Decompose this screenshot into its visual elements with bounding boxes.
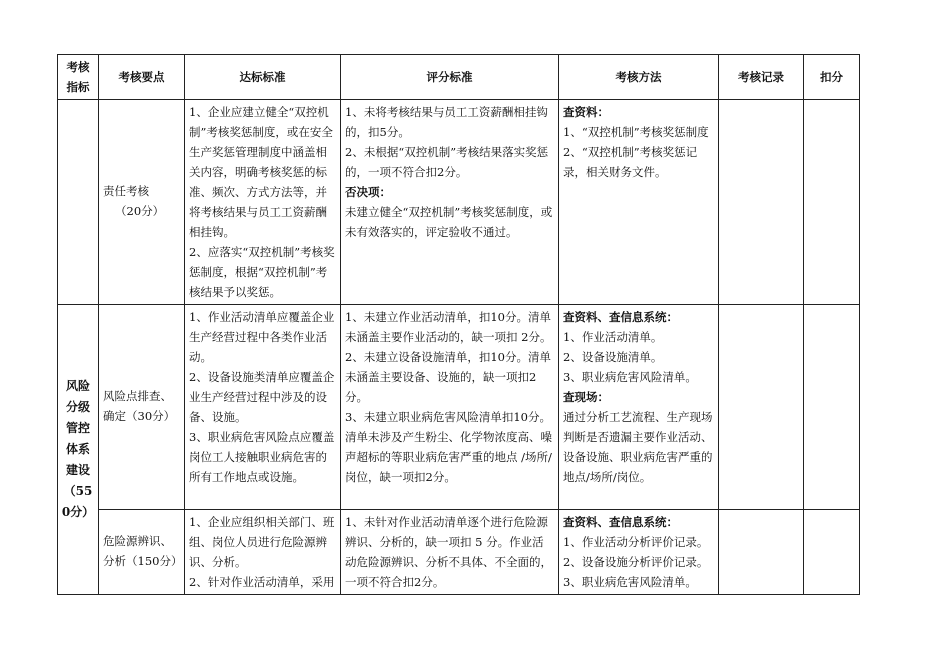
scoring-cell [341, 305, 559, 510]
method-cell [559, 305, 719, 510]
method-heading: 查现场： [563, 390, 609, 404]
method-heading: 查资料、查信息系统： [563, 515, 678, 529]
assessment-point [99, 305, 185, 510]
category-cell [58, 305, 99, 595]
scoring-cell [341, 510, 559, 595]
scoring-item: 3、未建立职业病危害风险清单扣10分。清单未涉及产生粉尘、化学物浓度高、噪声超标的等职业病危害严重的地点 /场所/岗位，缺一项扣2分。 [345, 410, 552, 484]
category-line: 0分） [61, 505, 95, 519]
method-item: 通过分析工艺流程、生产现场判断是否遗漏主要作业活动、设备设施、职业病危害严重的地点/场所/岗位。 [563, 410, 713, 484]
method-item: 1、作业活动分析评价记录。 [563, 535, 709, 549]
method-cell [559, 510, 719, 595]
scoring-item: 1、未将考核结果与员工工资薪酬相挂钩的，扣5分。 [345, 105, 548, 139]
veto-label: 否决项： [345, 185, 391, 199]
category-line: （55 [63, 484, 93, 498]
scoring-cell [341, 100, 559, 305]
category-line: 风险 [65, 379, 90, 393]
header-category [58, 55, 99, 100]
method-item: 2、设备设施清单。 [563, 350, 663, 364]
standard-item: 2、针对作业活动清单，采用 [189, 575, 335, 589]
standard-cell [185, 510, 341, 595]
standard-item: 1、作业活动清单应覆盖企业生产经营过程中各类作业活动。 [189, 310, 335, 364]
category-line: 建设 [65, 463, 90, 477]
method-item: 2、“双控机制”考核奖惩记录，相关财务文件。 [563, 145, 698, 179]
category-cell-empty [58, 100, 99, 305]
method-heading: 查资料、查信息系统： [563, 310, 678, 324]
deduction-cell[interactable] [804, 510, 860, 595]
standard-cell [185, 100, 341, 305]
method-heading: 查资料： [563, 105, 609, 119]
record-cell[interactable] [719, 510, 804, 595]
table-row [58, 100, 860, 305]
standard-item: 3、职业病危害风险点应覆盖岗位工人接触职业病危害的所有工作地点或设施。 [189, 430, 335, 484]
scoring-item: 未建立健全“双控机制”考核奖惩制度，或未有效落实的，评定验收不通过。 [345, 205, 553, 239]
deduction-cell[interactable] [804, 100, 860, 305]
standard-item: 1、企业应建立健全“双控机制”考核奖惩制度，或在安全生产奖惩管理制度中涵盖相关内容，明确考核奖惩的标准、频次、方式方法等，并将考核结果与员工工资薪酬相挂钩。 [189, 105, 333, 239]
record-cell[interactable] [719, 305, 804, 510]
method-item: 2、设备设施分析评价记录。 [563, 555, 709, 569]
standard-item: 2、应落实“双控机制”考核奖惩制度，根据“双控机制”考核结果予以奖惩。 [189, 245, 335, 299]
header-method: 考核方法 [559, 55, 719, 100]
header-record: 考核记录 [719, 55, 804, 100]
record-cell[interactable] [719, 100, 804, 305]
scoring-item: 2、未建立设备设施清单，扣10分。清单未涵盖主要设备、设施的，缺一项扣2分。 [345, 350, 551, 404]
table-row [58, 305, 860, 510]
method-cell [559, 100, 719, 305]
standard-cell [185, 305, 341, 510]
assessment-point [99, 510, 185, 595]
header-point: 考核要点 [99, 55, 185, 100]
point-name: 责任考核 [103, 184, 149, 198]
deduction-cell[interactable] [804, 305, 860, 510]
header-scoring: 评分标准 [341, 55, 559, 100]
category-line: 分级 [65, 400, 90, 414]
assessment-table [57, 54, 860, 595]
header-category-line: 指标 [66, 80, 90, 94]
scoring-item: 1、未建立作业活动清单，扣10分。清单未涵盖主要作业活动的，缺一项扣 2分。 [345, 310, 552, 344]
standard-item: 2、设备设施类清单应覆盖企业生产经营过程中涉及的设备、设施。 [189, 370, 335, 424]
scoring-item: 2、未根据“双控机制”考核结果落实奖惩的，一项不符合扣2分。 [345, 145, 549, 179]
scoring-item: 1、未针对作业活动清单逐个进行危险源辨识、分析的，缺一项扣 5 分。作业活动危险源辨识、分析不具体、不全面的，一项不符合扣2分。 [345, 515, 552, 589]
header-deduction: 扣分 [804, 55, 860, 100]
point-name: 风险点排查、确定（30分） [103, 389, 176, 423]
method-item: 3、职业病危害风险清单。 [563, 370, 697, 384]
header-category-line: 考核 [66, 60, 90, 74]
header-row [58, 55, 860, 100]
method-item: 1、“双控机制”考核奖惩制度 [563, 125, 709, 139]
point-score: （20分） [115, 204, 165, 218]
method-item: 1、作业活动清单。 [563, 330, 663, 344]
method-item: 3、职业病危害风险清单。 [563, 575, 697, 589]
header-standard: 达标标准 [185, 55, 341, 100]
category-line: 体系 [65, 442, 90, 456]
category-line: 管控 [65, 421, 90, 435]
standard-item: 1、企业应组织相关部门、班组、岗位人员进行危险源辨识、分析。 [189, 515, 335, 569]
table-row [58, 510, 860, 595]
assessment-point [99, 100, 185, 305]
point-name: 危险源辨识、分析（150分） [103, 534, 183, 568]
